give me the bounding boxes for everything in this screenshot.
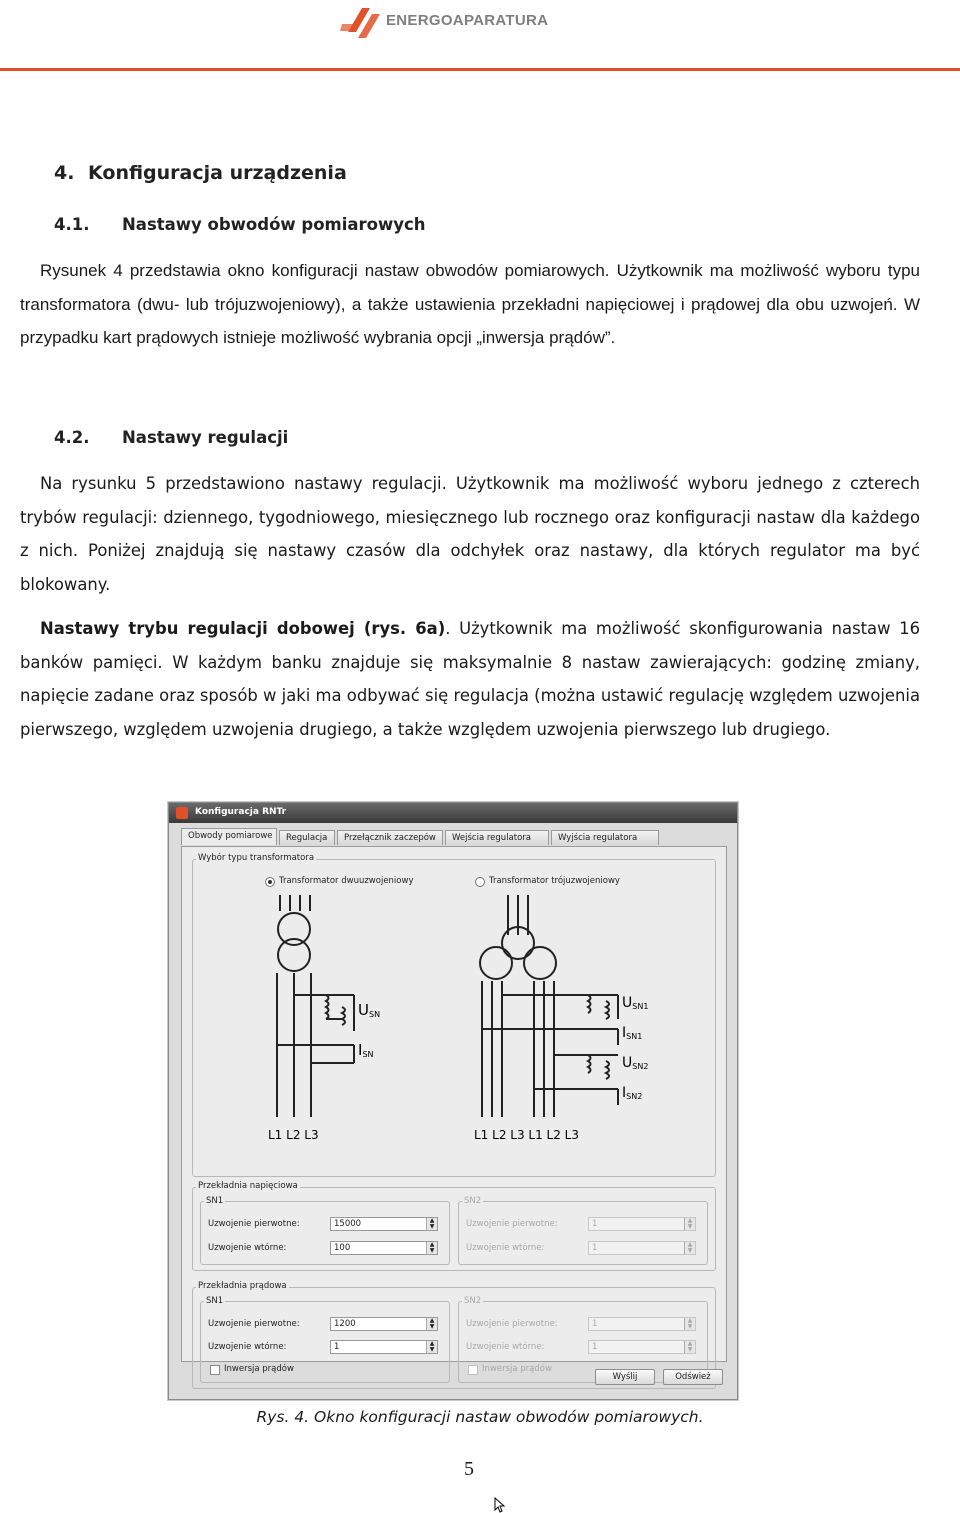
current-sn2-inversion-label[interactable]: Inwersja prądów	[482, 1364, 552, 1374]
two-winding-phases: L1 L2 L3	[268, 1128, 319, 1142]
window-title: Konfiguracja RNTr	[195, 807, 287, 817]
subsection-title: Nastawy obwodów pomiarowych	[122, 215, 426, 234]
current-sn1-inversion-checkbox[interactable]	[210, 1365, 220, 1375]
current-sn1-secondary-input[interactable]: 1 ▲ ▼	[330, 1340, 438, 1354]
voltage-sn2-box	[458, 1201, 708, 1265]
voltage-ratio-label: Przekładnia napięciowa	[198, 1181, 298, 1191]
voltage-sn1-secondary-label: Uzwojenie wtórne:	[208, 1243, 287, 1253]
spin-arrows-icon[interactable]: ▲ ▼	[426, 1318, 437, 1330]
radio-two-winding-label[interactable]: Transformator dwuuzwojeniowy	[279, 876, 414, 886]
tab-regulation[interactable]: Regulacja	[279, 830, 335, 845]
three-winding-u2-label: USN2	[622, 1055, 649, 1071]
radio-three-winding[interactable]	[475, 877, 485, 887]
section-number: 4.	[54, 162, 75, 184]
spin-arrows-icon[interactable]: ▲ ▼	[684, 1218, 695, 1230]
three-winding-i2-label: ISN2	[622, 1085, 643, 1101]
subsection-number: 4.1.	[54, 215, 90, 234]
voltage-sn2-label: SN2	[464, 1196, 482, 1206]
brand-name: ENERGOAPARATURA	[386, 12, 549, 29]
radio-three-winding-label[interactable]: Transformator trójuzwojeniowy	[489, 876, 620, 886]
current-sn1-primary-label: Uzwojenie pierwotne:	[208, 1319, 300, 1329]
current-sn2-label: SN2	[464, 1296, 482, 1306]
current-sn1-secondary-label: Uzwojenie wtórne:	[208, 1342, 287, 1352]
two-winding-u-label: USN	[358, 1001, 381, 1019]
subsection-heading-4-1	[54, 215, 426, 234]
current-sn1-label: SN1	[206, 1296, 224, 1306]
spin-arrows-icon[interactable]: ▲ ▼	[684, 1318, 695, 1330]
tab-regulator-outputs[interactable]: Wyjścia regulatora	[551, 830, 659, 845]
voltage-sn2-primary-label: Uzwojenie pierwotne:	[466, 1219, 558, 1229]
current-ratio-label: Przekładnia prądowa	[198, 1281, 287, 1291]
radio-two-winding[interactable]	[265, 877, 275, 887]
section-title: Konfiguracja urządzenia	[88, 162, 347, 184]
voltage-sn2-primary-input[interactable]: 1 ▲ ▼	[588, 1217, 696, 1231]
three-winding-u1-label: USN1	[622, 995, 649, 1011]
three-winding-lines	[480, 895, 618, 1117]
current-sn1-primary-input[interactable]: 1200 ▲ ▼	[330, 1317, 438, 1331]
tab-tap-changer[interactable]: Przełącznik zaczepów	[337, 830, 443, 845]
voltage-sn1-secondary-input[interactable]: 100 ▲ ▼	[330, 1241, 438, 1255]
voltage-sn2-secondary-input[interactable]: 1 ▲ ▼	[588, 1241, 696, 1255]
section-heading	[54, 162, 347, 184]
spin-arrows-icon[interactable]: ▲ ▼	[684, 1242, 695, 1254]
subsection-heading-4-2	[54, 428, 288, 447]
three-winding-i1-label: ISN1	[622, 1025, 643, 1041]
header-divider	[0, 68, 960, 71]
page-number: 5	[464, 1458, 474, 1480]
current-sn1-inversion-label[interactable]: Inwersja prądów	[224, 1364, 294, 1374]
voltage-sn1-primary-label: Uzwojenie pierwotne:	[208, 1219, 300, 1229]
two-winding-i-label: ISN	[358, 1041, 374, 1059]
send-button[interactable]: Wyślij	[595, 1369, 655, 1385]
subsection-title: Nastawy regulacji	[122, 428, 289, 447]
three-winding-diagram	[468, 895, 678, 1145]
current-sn2-secondary-label: Uzwojenie wtórne:	[466, 1342, 545, 1352]
transformer-type-label: Wybór typu transformatora	[198, 853, 315, 863]
spin-arrows-icon[interactable]: ▲ ▼	[426, 1341, 437, 1353]
window-titlebar	[169, 803, 737, 823]
refresh-button[interactable]: Odśwież	[663, 1369, 723, 1385]
daily-mode-lead: Nastawy trybu regulacji dobowej (rys. 6a)	[40, 619, 446, 638]
tab-measurement-circuits[interactable]: Obwody pomiarowe	[181, 828, 277, 845]
spin-arrows-icon[interactable]: ▲ ▼	[426, 1218, 437, 1230]
voltage-sn1-box	[200, 1201, 450, 1265]
figure-caption: Rys. 4. Okno konfiguracji nastaw obwodów pomiarowych.	[256, 1408, 704, 1426]
config-window	[168, 802, 738, 1400]
current-sn2-primary-input[interactable]: 1 ▲ ▼	[588, 1317, 696, 1331]
three-winding-phases: L1 L2 L3 L1 L2 L3	[474, 1128, 579, 1142]
current-sn2-inversion-checkbox[interactable]	[468, 1365, 478, 1375]
current-sn2-secondary-input[interactable]: 1 ▲ ▼	[588, 1340, 696, 1354]
voltage-sn2-secondary-label: Uzwojenie wtórne:	[466, 1243, 545, 1253]
mouse-cursor-icon	[494, 1497, 506, 1513]
two-winding-diagram	[244, 895, 404, 1145]
daily-mode-text: . Użytkownik ma możliwość skonfigurowania nastaw 16 banków pamięci. W każdym banku znajduje się maksymalnie 8 nastaw zawierających: godzinę zmiany, napięcie zadane oraz sposób w jaki ma odbywać się regulacja (można ustawić regulację względem uzwojenia pierwszego, względem uzwojenia drugiego, a także względem uzwojenia pierwszego lub drugiego.	[20, 619, 920, 739]
voltage-sn1-primary-input[interactable]: 15000 ▲ ▼	[330, 1217, 438, 1231]
tab-regulator-inputs[interactable]: Wejścia regulatora	[445, 830, 549, 845]
paragraph-measurement-circuits: Rysunek 4 przedstawia okno konfiguracji nastaw obwodów pomiarowych. Użytkownik ma możliwość wyboru typu transformatora (dwu- lub trójuzwojeniowy), a także ustawienia przekładni napięciowej i prądowej dla obu uzwojeń. W przypadku kart prądowych istnieje możliwość wybrania opcji „inwersja prądów”.	[20, 261, 920, 347]
voltage-sn1-label: SN1	[206, 1196, 224, 1206]
paragraph-daily-mode	[20, 612, 920, 746]
spin-arrows-icon[interactable]: ▲ ▼	[426, 1242, 437, 1254]
tab-panel	[181, 846, 727, 1374]
subsection-number: 4.2.	[54, 428, 90, 447]
spin-arrows-icon[interactable]: ▲ ▼	[684, 1341, 695, 1353]
paragraph-regulation: Na rysunku 5 przedstawiono nastawy regulacji. Użytkownik ma możliwość wyboru jednego z czterech trybów regulacji: dziennego, tygodniowego, miesięcznego lub rocznego oraz konfiguracji nastaw dla każdego z nich. Poniżej znajdują się nastawy czasów dla odchyłek oraz nastawy, dla których regulator ma być blokowany.	[20, 474, 920, 594]
current-sn2-primary-label: Uzwojenie pierwotne:	[466, 1319, 558, 1329]
two-winding-lines	[277, 895, 354, 1117]
app-icon	[176, 807, 188, 819]
